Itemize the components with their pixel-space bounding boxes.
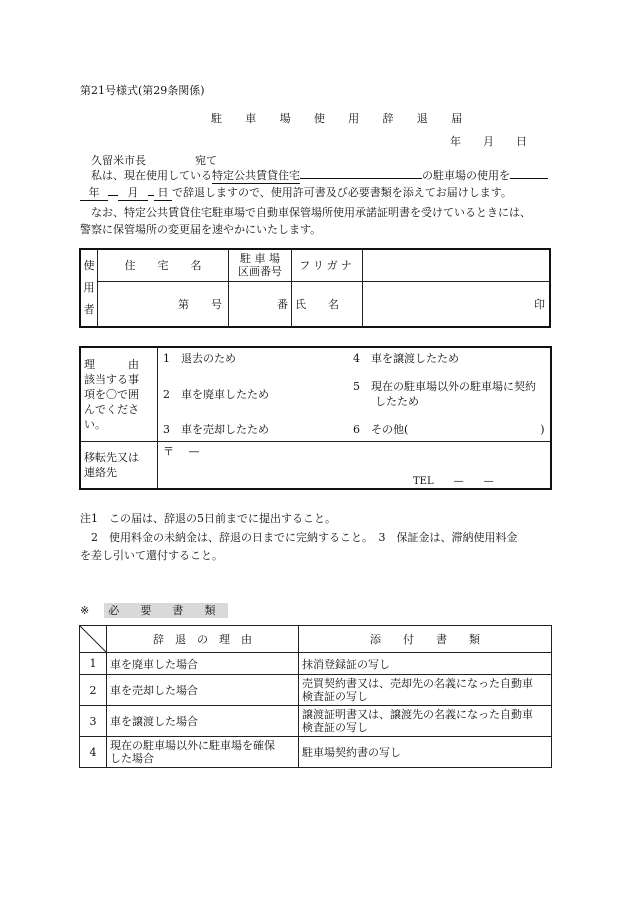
required-docs-heading: ※ 必 要 書 類: [80, 602, 228, 618]
form-number: 第21号様式(第29条関係): [80, 84, 205, 97]
page-title: 駐 車 場 使 用 辞 退 届: [211, 112, 472, 125]
date-line: 年 月 日: [450, 135, 527, 148]
table-row: 4 現在の駐車場以外に駐車場を確保 した場合 駐車場契約書の写し: [80, 737, 552, 768]
housing-type: 特定公共賃貸住宅: [212, 169, 300, 182]
table-row: 1 車を廃車した場合 抹消登録証の写し: [80, 653, 552, 675]
postal-code: 〒 —: [163, 444, 200, 458]
moveto-field[interactable]: [158, 441, 552, 489]
addressee: [91, 152, 217, 168]
addressee-mayor: 久留米市長: [91, 154, 146, 167]
seal-mark: 印: [534, 297, 545, 311]
diagonal-corner: [80, 626, 107, 653]
moveto-label: 移転先又は 連絡先: [80, 441, 158, 489]
note-2: 2 使用料金の未納金は、辞退の日までに完納すること。 3 保証金は、滞納使用料金: [80, 531, 518, 544]
note-1: 注1 この届は、辞退の5日前までに提出すること。: [80, 512, 336, 525]
body-line-2: 年 月 日 で辞退しますので、使用許可書及び必要書類を添えてお届けします。: [80, 186, 512, 201]
furigana-input[interactable]: [363, 249, 551, 281]
header-reason: 辞 退 の 理 由: [107, 626, 299, 653]
option-1[interactable]: 1 退去のため: [158, 347, 352, 371]
header-docs: 添 付 書 類: [299, 626, 552, 653]
user-table: [79, 248, 551, 328]
option-4[interactable]: 4 車を譲渡したため: [351, 347, 551, 371]
option-3[interactable]: 3 車を売却したため: [158, 417, 352, 441]
option-5[interactable]: 5 現在の駐車場以外の駐車場に契約 したため: [351, 371, 551, 417]
option-2[interactable]: 2 車を廃車したため: [158, 371, 352, 417]
reason-label: 理 由 該当する事 項を〇で囲 んでくださ い。: [80, 347, 158, 441]
body-para-2-line-2: 警察に保管場所の変更届を速やかにいたします。: [80, 223, 322, 236]
tel-field: TEL — —: [413, 475, 494, 487]
table-row: 2 車を売却した場合 売買契約書又は、売却先の名義になった自動車 検査証の写し: [80, 675, 552, 706]
note-mark: ※: [80, 604, 90, 617]
name-label: 氏 名: [292, 281, 363, 327]
col-parking: 駐 車 場 区画番号: [229, 249, 292, 281]
user-label: 使 用 者: [80, 249, 98, 327]
note-3: を差し引いて還付すること。: [80, 549, 223, 562]
option-6[interactable]: 6 その他( ): [351, 417, 551, 441]
name-field[interactable]: [363, 281, 551, 327]
parking-number-field[interactable]: 番: [229, 281, 292, 327]
col-address: 住 宅 名: [98, 249, 229, 281]
reason-table: [79, 346, 552, 490]
table-row: 3 車を譲渡した場合 譲渡証明書又は、譲渡先の名義になった自動車 検査証の写し: [80, 706, 552, 737]
body-line-1: 私は、現在使用している特定公共賃貸住宅 の駐車場の使用を: [91, 169, 548, 184]
unit-number-field[interactable]: 第 号: [98, 281, 229, 327]
addressee-suffix: 宛て: [195, 154, 217, 167]
col-furigana: フリガナ: [292, 249, 363, 281]
body-para-2-line-1: なお、特定公共賃貸住宅駐車場で自動車保管場所使用承諾証明書を受けているときには、: [91, 206, 531, 219]
required-docs-table: [79, 625, 552, 768]
